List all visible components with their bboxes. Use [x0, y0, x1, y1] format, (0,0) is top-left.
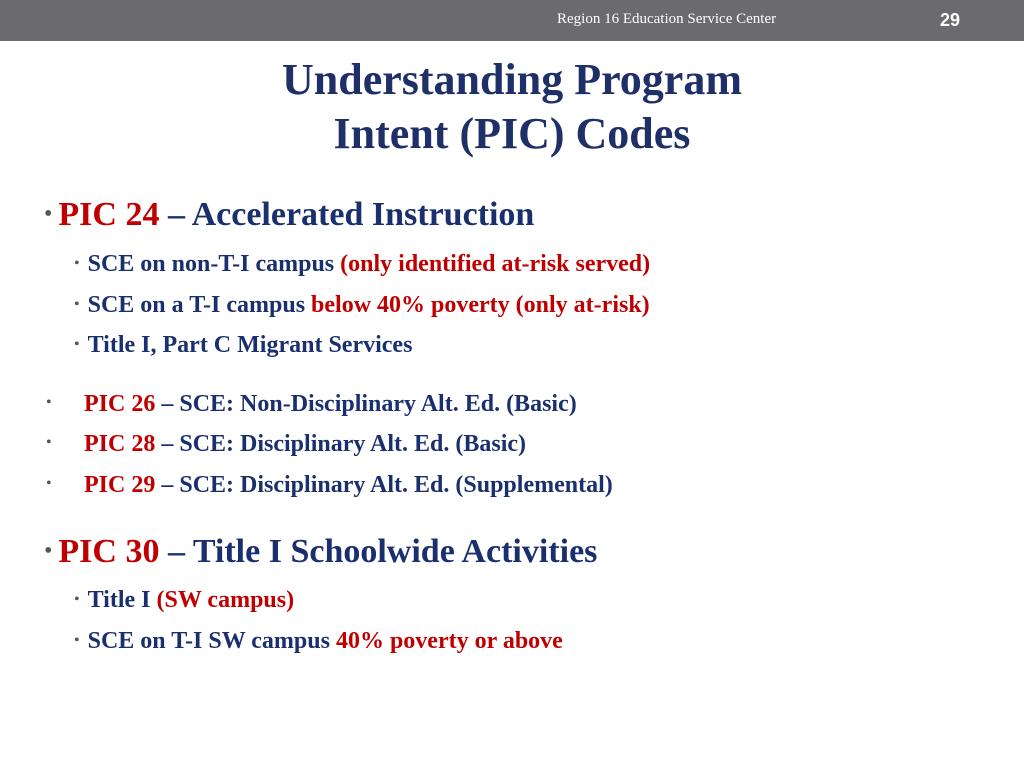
pic-26-item — [46, 391, 946, 421]
bullet-icon: • — [46, 394, 52, 411]
pic-24-item — [44, 196, 534, 234]
pic-24-subitem — [74, 251, 650, 278]
bullet-icon: • — [46, 434, 52, 451]
subitem-highlight: below 40% poverty (only at-risk) — [311, 292, 650, 318]
title-line-2: Intent (PIC) Codes — [333, 109, 691, 158]
pic-30-description: – Title I Schoolwide Activities — [159, 533, 598, 570]
pic-28-item — [46, 431, 946, 461]
subitem-text: Title I — [87, 587, 157, 613]
organization-name: Region 16 Education Service Center — [557, 11, 777, 27]
slide-number: 29 — [940, 10, 961, 30]
bullet-icon: • — [74, 296, 80, 313]
pic-24-description: – Accelerated Instruction — [159, 196, 535, 233]
bullet-icon: • — [44, 201, 53, 227]
bullet-icon: • — [74, 336, 80, 353]
slide-title — [0, 53, 1024, 161]
pic-28-description: – SCE: Disciplinary Alt. Ed. (Basic) — [155, 431, 527, 457]
header-bar — [0, 0, 1024, 41]
pic-26-code: PIC 26 — [84, 391, 156, 417]
pic-29-code: PIC 29 — [84, 472, 156, 498]
subitem-highlight: 40% poverty or above — [335, 628, 563, 654]
pic-28-code: PIC 28 — [84, 431, 156, 457]
pic-26-description: – SCE: Non-Disciplinary Alt. Ed. (Basic) — [155, 391, 577, 417]
subitem-highlight: (only identified at-risk served) — [340, 251, 651, 277]
pic-29-item — [46, 472, 946, 502]
pic-30-subitem — [74, 587, 294, 614]
title-line-1: Understanding Program — [282, 55, 742, 104]
pic-29-description: – SCE: Disciplinary Alt. Ed. (Supplemental) — [155, 472, 613, 498]
subitem-text: Title I, Part C Migrant Services — [87, 332, 413, 358]
pic-30-item — [44, 533, 597, 571]
subitem-highlight: (SW campus) — [156, 587, 295, 613]
subitem-text: SCE on a T-I campus — [87, 292, 312, 318]
bullet-icon: • — [74, 255, 80, 272]
bullet-icon: • — [74, 591, 80, 608]
pic-24-subitem — [74, 292, 650, 319]
pic-30-subitem — [74, 628, 563, 655]
pic-24-code: PIC 24 — [58, 196, 160, 233]
subitem-text: SCE on T-I SW campus — [87, 628, 336, 654]
pic-30-code: PIC 30 — [58, 533, 160, 570]
subitem-text: SCE on non-T-I campus — [87, 251, 341, 277]
bullet-icon: • — [46, 475, 52, 492]
bullet-icon: • — [44, 538, 53, 564]
bullet-icon: • — [74, 632, 80, 649]
pic-24-subitem — [74, 332, 412, 359]
